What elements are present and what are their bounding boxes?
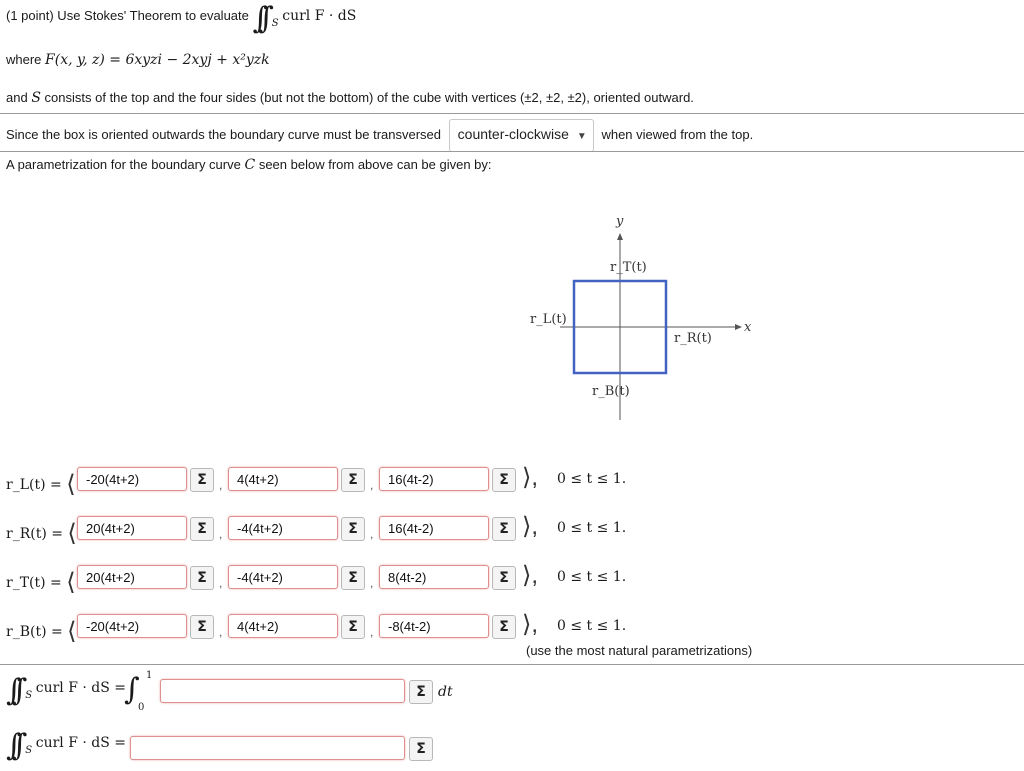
sigma-button[interactable]: Σ <box>492 517 516 541</box>
problem-intro-line <box>6 1 357 36</box>
orientation-selected: counter-clockwise <box>457 126 569 142</box>
upper-limit: 1 <box>146 670 153 681</box>
divider <box>0 113 1024 114</box>
parametrization-hint: (use the most natural parametrizations) <box>526 643 753 658</box>
row-label <box>6 519 77 547</box>
double-integral-icon: ∫∫ <box>252 1 264 36</box>
field-expression: F(x, y, z) = 6xyzi − 2xyj + x²yzk <box>45 52 270 68</box>
x-component-input[interactable]: -20(4t+2) <box>77 614 187 638</box>
integral-1-lhs <box>6 673 127 708</box>
orientation-before: Since the box is oriented outwards the boundary curve must be transversed <box>6 126 442 142</box>
left-angle-icon: ⟨ <box>66 470 76 498</box>
left-angle-icon: ⟨ <box>66 568 76 596</box>
dt-label: dt <box>438 684 453 700</box>
sigma-button[interactable]: Σ <box>341 566 365 590</box>
sigma-button[interactable]: Σ <box>190 566 214 590</box>
boundary-diagram <box>520 205 770 430</box>
row-label <box>6 568 76 596</box>
x-axis-arrow-icon <box>735 324 742 330</box>
comma: , <box>370 527 374 541</box>
z-component-input[interactable]: -8(4t-2) <box>379 614 489 638</box>
bottom-curve-label: r_B(t) <box>592 384 630 399</box>
right-angle-icon: ⟩, <box>522 611 539 638</box>
row-label-text: r_R(t) = <box>6 526 63 542</box>
integral-sign-icon: ∫ <box>124 672 140 707</box>
comma: , <box>219 625 223 639</box>
comma: , <box>219 527 223 541</box>
sigma-button[interactable]: Σ <box>492 468 516 492</box>
surface-symbol: S <box>31 90 41 106</box>
t-range: 0 ≤ t ≤ 1. <box>557 471 627 487</box>
y-axis-arrow-icon <box>617 233 623 240</box>
answer-input[interactable] <box>130 736 405 760</box>
sigma-button[interactable]: Σ <box>492 615 516 639</box>
t-range: 0 ≤ t ≤ 1. <box>557 520 627 536</box>
y-axis-label: y <box>616 214 624 229</box>
z-component-input[interactable]: 8(4t-2) <box>379 565 489 589</box>
sigma-button[interactable]: Σ <box>190 615 214 639</box>
param-intro-after: seen below from above can be given by: <box>258 157 492 172</box>
y-component-input[interactable]: 4(4t+2) <box>228 467 338 491</box>
curve-symbol: C <box>244 157 256 173</box>
y-component-input[interactable]: 4(4t+2) <box>228 614 338 638</box>
right-curve-label: r_R(t) <box>674 331 712 346</box>
orientation-select[interactable] <box>449 119 594 152</box>
sigma-button[interactable]: Σ <box>409 737 433 761</box>
field-line <box>6 52 270 68</box>
sigma-button[interactable]: Σ <box>341 615 365 639</box>
integral-1-lhs-text: curl F · dS = <box>35 680 127 696</box>
surface-subscript: S <box>25 745 33 756</box>
comma: , <box>219 576 223 590</box>
comma: , <box>370 625 374 639</box>
row-label-text: r_L(t) = <box>6 477 62 493</box>
problem-intro: (1 point) Use Stokes' Theorem to evaluate <box>6 8 249 23</box>
t-range: 0 ≤ t ≤ 1. <box>557 569 627 585</box>
sigma-button[interactable]: Σ <box>190 468 214 492</box>
orientation-line <box>6 119 753 152</box>
z-component-input[interactable]: 16(4t-2) <box>379 516 489 540</box>
surface-subscript: S <box>271 18 279 29</box>
x-axis-label: x <box>744 320 752 335</box>
left-curve-label: r_L(t) <box>530 312 567 327</box>
left-angle-icon: ⟨ <box>67 519 77 547</box>
top-curve-label: r_T(t) <box>610 260 647 275</box>
z-component-input[interactable]: 16(4t-2) <box>379 467 489 491</box>
sigma-button[interactable]: Σ <box>492 566 516 590</box>
orientation-after: when viewed from the top. <box>601 126 754 142</box>
double-integral-icon: ∫∫ <box>6 728 18 763</box>
divider <box>0 151 1024 152</box>
right-angle-icon: ⟩, <box>522 513 539 540</box>
row-label <box>6 470 76 498</box>
surface-description: consists of the top and the four sides (but not the bottom) of the cube with vertices (±2, ±2, ±2), oriented outward. <box>44 90 694 105</box>
row-label <box>6 617 77 645</box>
comma: , <box>370 576 374 590</box>
integral-2-lhs-text: curl F · dS = <box>35 735 127 751</box>
chevron-down-icon: ▼ <box>576 131 587 142</box>
integrand: curl F · dS <box>282 8 357 24</box>
comma: , <box>219 478 223 492</box>
integrand-input[interactable] <box>160 679 405 703</box>
x-component-input[interactable]: -20(4t+2) <box>77 467 187 491</box>
y-component-input[interactable]: -4(4t+2) <box>228 516 338 540</box>
lower-limit: 0 <box>138 702 145 713</box>
divider <box>0 664 1024 665</box>
comma: , <box>370 478 374 492</box>
x-component-input[interactable]: 20(4t+2) <box>77 516 187 540</box>
sigma-button[interactable]: Σ <box>341 468 365 492</box>
surface-subscript: S <box>25 690 33 701</box>
integral-2-lhs <box>6 728 127 763</box>
where-text: where <box>6 52 42 67</box>
y-component-input[interactable]: -4(4t+2) <box>228 565 338 589</box>
right-angle-icon: ⟩, <box>522 562 539 589</box>
param-intro-before: A parametrization for the boundary curve <box>6 157 241 172</box>
double-integral-icon: ∫∫ <box>6 673 18 708</box>
row-label-text: r_T(t) = <box>6 575 62 591</box>
sigma-button[interactable]: Σ <box>190 517 214 541</box>
left-angle-icon: ⟨ <box>67 617 77 645</box>
param-intro-line <box>6 157 492 173</box>
t-range: 0 ≤ t ≤ 1. <box>557 618 627 634</box>
row-label-text: r_B(t) = <box>6 624 63 640</box>
and-text: and <box>6 90 28 105</box>
sigma-button[interactable]: Σ <box>409 680 433 704</box>
sigma-button[interactable]: Σ <box>341 517 365 541</box>
x-component-input[interactable]: 20(4t+2) <box>77 565 187 589</box>
right-angle-icon: ⟩, <box>522 464 539 491</box>
surface-line <box>6 90 694 106</box>
